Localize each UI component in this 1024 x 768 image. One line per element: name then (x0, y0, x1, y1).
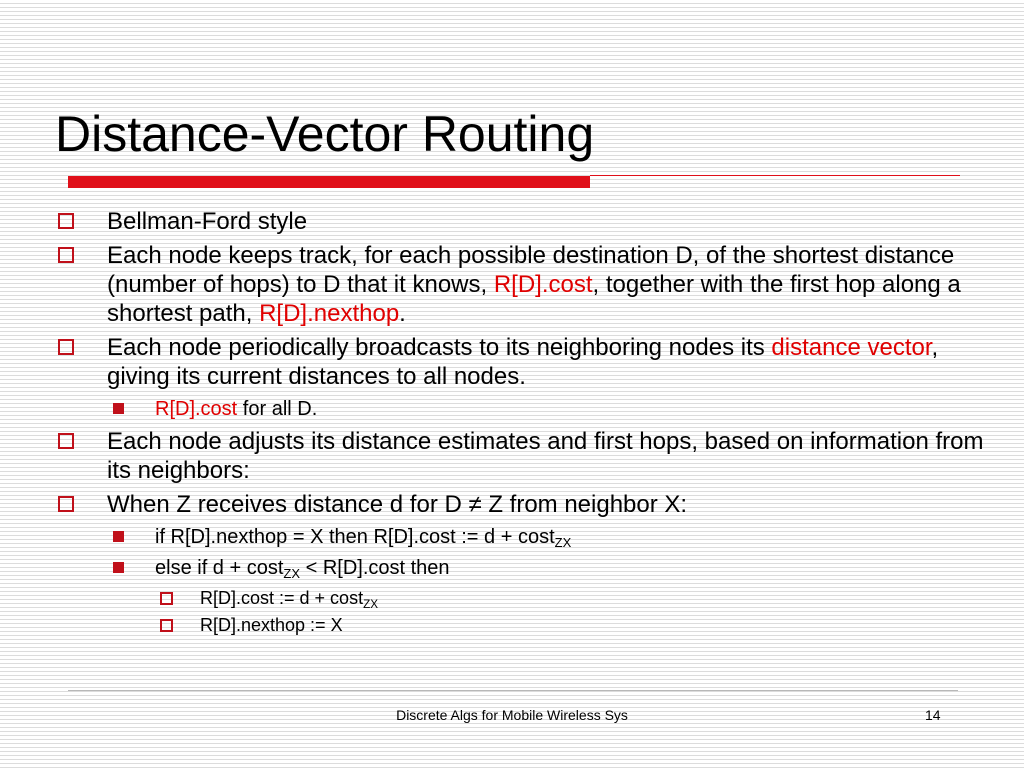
subscript-zx: ZX (363, 598, 379, 611)
slide-content (0, 207, 1024, 640)
hollow-square-bullet-icon (160, 592, 173, 605)
title-underline-thin (590, 175, 960, 176)
subbullet-cost-for-all: R[D].cost for all D. (0, 396, 985, 422)
subbullet-else-if: else if d + cost$_{ZX}$ < R[D].cost then (0, 555, 985, 581)
hollow-square-bullet-icon (58, 247, 74, 263)
hollow-square-bullet-icon (58, 433, 74, 449)
hollow-square-bullet-icon (58, 213, 74, 229)
slide-title: Distance-Vector Routing (55, 106, 595, 162)
title-underline-thick (68, 176, 590, 188)
hollow-square-bullet-icon (58, 339, 74, 355)
filled-square-bullet-icon (113, 531, 124, 542)
bullet-when-z-receives: When Z receives distance d for D ≠ Z from neighbor X: (0, 490, 987, 519)
hollow-square-bullet-icon (58, 496, 74, 512)
not-equal-symbol: ≠ (468, 491, 482, 518)
filled-square-bullet-icon (113, 562, 124, 573)
subsubbullet-nexthop-assign: R[D].nexthop := X (0, 613, 980, 637)
highlight-cost: R[D].cost (155, 398, 238, 420)
page-number: 14 (925, 707, 941, 723)
hollow-square-bullet-icon (160, 619, 173, 632)
highlight-distance-vector: distance vector (771, 334, 932, 361)
bullet-broadcasts: Each node periodically broadcasts to its neighboring nodes its distance vector, giving its current distances to all nodes. (0, 333, 987, 391)
subsubbullet-cost-assign: R[D].cost := d + cost$_{ZX}$ (0, 586, 980, 610)
footer-text: Discrete Algs for Mobile Wireless Sys (396, 707, 628, 723)
footer-divider (68, 690, 958, 691)
filled-square-bullet-icon (113, 403, 124, 414)
bullet-node-keeps-track: Each node keeps track, for each possible destination D, of the shortest distance (number of hops) to D that it knows, R[D].cost, together with the first hop along a shortest path, R[D].nexthop. (0, 241, 987, 328)
bullet-bellman-ford: Bellman-Ford style (0, 207, 987, 236)
subbullet-if-nexthop: if R[D].nexthop = X then R[D].cost := d + cost$_{ZX}$ (0, 524, 985, 550)
highlight-nexthop: R[D].nexthop (259, 300, 400, 327)
highlight-cost: R[D].cost (493, 271, 593, 298)
subscript-zx: ZX (554, 535, 572, 550)
bullet-adjusts-estimates: Each node adjusts its distance estimates and first hops, based on information from its neighbors: (0, 427, 987, 485)
subscript-zx: ZX (283, 566, 301, 581)
